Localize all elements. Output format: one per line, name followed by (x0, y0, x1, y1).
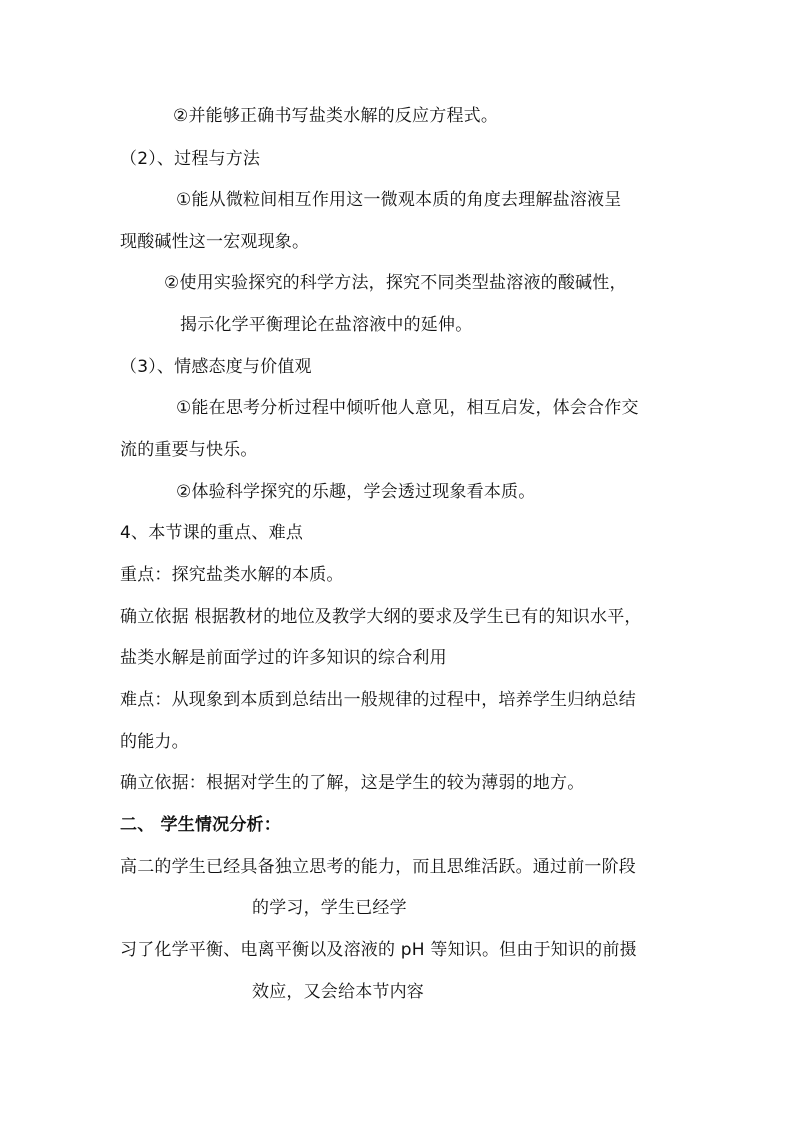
text-line-3: ①能从微粒间相互作用这一微观本质的角度去理解盐溶液呈 (176, 190, 622, 210)
text-line-13: 确立依据 根据教材的地位及教学大纲的要求及学生已有的知识水平， (120, 607, 642, 627)
section-heading-key-difficult-points: 4、本节课的重点、难点 (120, 523, 304, 543)
text-line-17: 确立依据：根据对学生的了解，这是学生的较为薄弱的地方。 (120, 773, 585, 793)
text-line-15: 难点：从现象到本质到总结出一般规律的过程中，培养学生归纳总结 (120, 690, 636, 710)
text-line-22: 效应，又会给本节内容 (252, 982, 424, 1002)
text-line-1: ②并能够正确书写盐类水解的反应方程式。 (173, 106, 499, 126)
text-line-5: ②使用实验探究的科学方法，探究不同类型盐溶液的酸碱性， (164, 273, 627, 293)
text-line-21: 习了化学平衡、电离平衡以及溶液的 pH 等知识。但由于知识的前摄 (120, 940, 637, 960)
text-line-4: 现酸碱性这一宏观现象。 (120, 232, 310, 252)
text-line-19: 高二的学生已经具备独立思考的能力，而且思维活跃。通过前一阶段 (120, 857, 636, 877)
text-line-9: 流的重要与快乐。 (120, 440, 258, 460)
section-heading-student-analysis: 二、 学生情况分析： (120, 815, 281, 835)
text-line-16: 的能力。 (120, 732, 189, 752)
text-line-10: ②体验科学探究的乐趣，学会透过现象看本质。 (176, 482, 536, 502)
text-line-8: ①能在思考分析过程中倾听他人意见，相互启发，体会合作交 (176, 398, 639, 418)
text-line-14: 盐类水解是前面学过的许多知识的综合利用 (120, 648, 447, 668)
text-line-20: 的学习，学生已经学 (252, 898, 407, 918)
section-heading-process-method: （2）、过程与方法 (120, 149, 261, 169)
text-line-6: 揭示化学平衡理论在盐溶液中的延伸。 (180, 315, 473, 335)
section-heading-emotion-values: （3）、情感态度与价值观 (120, 357, 312, 377)
text-line-12: 重点：探究盐类水解的本质。 (120, 565, 344, 585)
